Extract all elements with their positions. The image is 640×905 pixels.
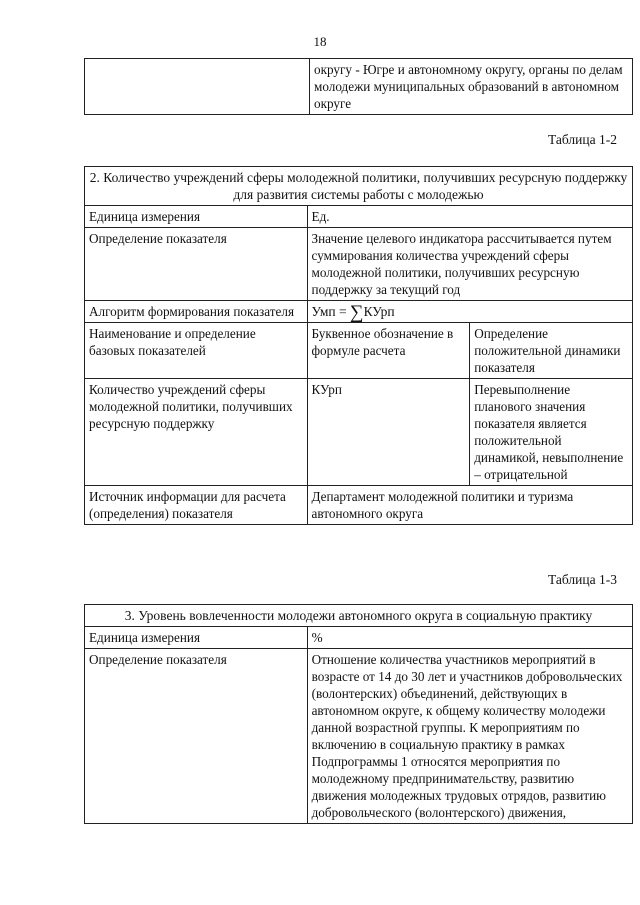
indicator-title: 3. Уровень вовлеченности молодежи автономного округа в социальную практику	[85, 605, 633, 627]
formula-lhs: Умп =	[311, 304, 347, 319]
indicator-table-1-3	[84, 604, 633, 824]
base-indicator-symbol: КУрп	[307, 379, 470, 486]
algorithm-label: Алгоритм формирования показателя	[85, 301, 308, 323]
definition-value: Отношение количества участников мероприятий в возрасте от 14 до 30 лет и участников добровольческих (волонтерских) объединений, действующих в автономном округе, к общему количеству молодежи данной возрастной группы. К мероприятиям по включению в социальную практику в рамках Подпрограммы 1 относятся мероприятия по молодежному предпринимательству, развитию движения молодежных трудовых отрядов, развитию добровольческого (волонтерского) движения,	[307, 649, 632, 824]
continuation-text: округу - Югре и автономному округу, органы по делам молодежи муниципальных образований в автономном округе	[310, 59, 633, 115]
base-indicator-dynamic: Перевыполнение планового значения показателя является положительной динамикой, невыполнение – отрицательной	[470, 379, 633, 486]
table-row	[85, 605, 633, 627]
table-row	[85, 627, 633, 649]
dynamic-column-header: Определение положительной динамики показателя	[470, 323, 633, 379]
table-row	[85, 228, 633, 301]
table-row	[85, 379, 633, 486]
symbol-column-header: Буквенное обозначение в формуле расчета	[307, 323, 470, 379]
unit-label: Единица измерения	[85, 627, 308, 649]
unit-value: Ед.	[307, 206, 632, 228]
base-indicators-label: Наименование и определение базовых показателей	[85, 323, 308, 379]
unit-label: Единица измерения	[85, 206, 308, 228]
table-row	[85, 206, 633, 228]
formula-rhs: КУрп	[363, 304, 395, 319]
table-caption-1-3: Таблица 1-3	[548, 572, 617, 587]
source-value: Департамент молодежной политики и туризма автономного округа	[307, 486, 632, 525]
table-row	[85, 486, 633, 525]
unit-value: %	[307, 627, 632, 649]
definition-label: Определение показателя	[85, 649, 308, 824]
definition-value: Значение целевого индикатора рассчитывается путем суммирования количества учреждений сферы молодежной политики, получивших ресурсную поддержку за текущий год	[307, 228, 632, 301]
table-row	[85, 167, 633, 206]
page-number: 18	[313, 34, 327, 49]
table-row	[85, 301, 633, 323]
table-caption-1-2: Таблица 1-2	[548, 132, 617, 147]
sum-sign: ∑	[350, 302, 364, 323]
continuation-empty-cell	[85, 59, 310, 115]
indicator-title: 2. Количество учреждений сферы молодежной политики, получивших ресурсную поддержку для развития системы работы с молодежью	[85, 167, 633, 206]
table-row	[85, 59, 633, 115]
base-indicator-name: Количество учреждений сферы молодежной политики, получивших ресурсную поддержку	[85, 379, 308, 486]
table-row	[85, 323, 633, 379]
source-label: Источник информации для расчета (определения) показателя	[85, 486, 308, 525]
table-row	[85, 649, 633, 824]
formula	[307, 301, 632, 323]
indicator-table-1-2	[84, 166, 633, 525]
definition-label: Определение показателя	[85, 228, 308, 301]
continuation-table	[84, 58, 633, 115]
